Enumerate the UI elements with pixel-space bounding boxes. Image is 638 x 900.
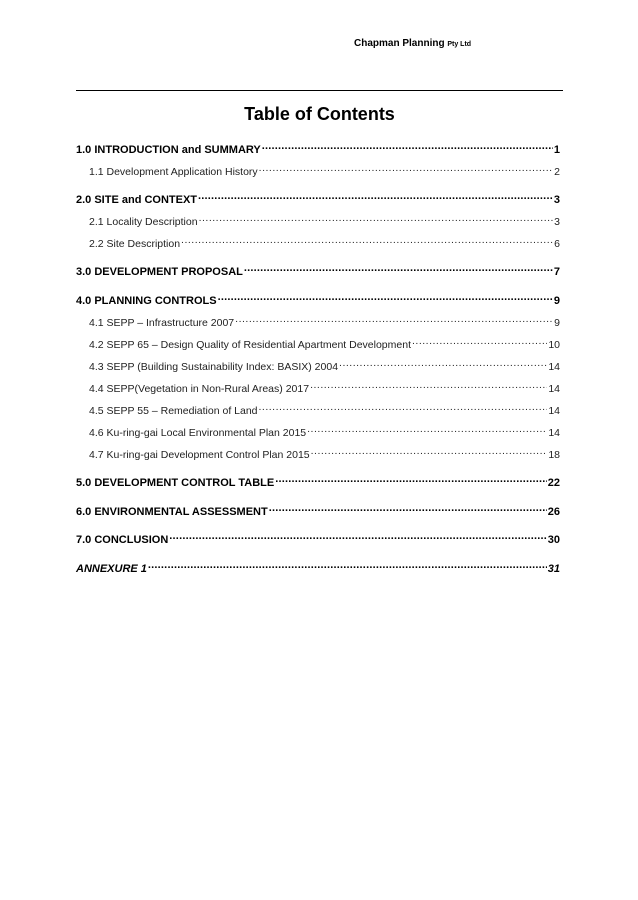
toc-entry-page: 18 <box>548 449 560 461</box>
toc-leader-dots <box>311 444 548 458</box>
company-suffix: Pty Ltd <box>447 41 472 48</box>
toc-entry-label: 4.4 SEPP(Vegetation in Non-Rural Areas) 2017 <box>89 383 310 395</box>
toc-entry-page: 30 <box>547 534 560 546</box>
toc-entry-page: 1 <box>553 144 560 156</box>
toc-entry-label: 6.0 ENVIRONMENTAL ASSESSMENT <box>76 506 268 518</box>
toc-leader-dots <box>169 529 546 543</box>
toc-leader-dots <box>259 400 548 414</box>
toc-entry-site-context[interactable] <box>76 189 560 206</box>
toc-entry-page: 3 <box>553 194 560 206</box>
toc-entry-page: 14 <box>548 427 560 439</box>
toc-entry-label: 4.3 SEPP (Building Sustainability Index: BASIX) 2004 <box>89 361 339 373</box>
toc-entry-page: 10 <box>548 339 560 351</box>
toc-leader-dots <box>235 312 553 326</box>
toc-entry-sepp-55[interactable] <box>76 400 560 417</box>
toc-entry-label: 4.7 Ku-ring-gai Development Control Plan 2015 <box>89 449 310 461</box>
toc-entry-label: 4.0 PLANNING CONTROLS <box>76 295 217 307</box>
toc-entry-locality-description[interactable] <box>76 211 560 228</box>
toc-leader-dots <box>199 211 554 225</box>
toc-entry-page: 14 <box>548 361 560 373</box>
toc-entry-introduction[interactable] <box>76 139 560 156</box>
toc-leader-dots <box>275 472 547 486</box>
toc-entry-label: 4.2 SEPP 65 – Design Quality of Residential Apartment Development <box>89 339 411 351</box>
toc-entry-page: 14 <box>548 405 560 417</box>
toc-entry-page: 7 <box>553 266 560 278</box>
company-header <box>354 38 471 49</box>
toc-entry-page: 9 <box>553 295 560 307</box>
toc-entry-sepp-vegetation[interactable] <box>76 378 560 395</box>
toc-leader-dots <box>198 189 553 203</box>
toc-leader-dots <box>181 233 553 247</box>
header-divider <box>76 90 563 91</box>
toc-entry-label: 2.0 SITE and CONTEXT <box>76 194 198 206</box>
toc-entry-page: 6 <box>554 238 560 250</box>
toc-leader-dots <box>259 161 553 175</box>
toc-entry-label: 1.1 Development Application History <box>89 166 258 178</box>
company-name: Chapman Planning <box>354 38 445 49</box>
toc-entry-environmental-assessment[interactable] <box>76 501 560 518</box>
toc-entry-development-proposal[interactable] <box>76 261 560 278</box>
toc-entry-application-history[interactable] <box>76 161 560 178</box>
toc-entry-planning-controls[interactable] <box>76 290 560 307</box>
toc-entry-development-control-table[interactable] <box>76 472 560 489</box>
toc-entry-dcp-2015[interactable] <box>76 444 560 461</box>
toc-entry-label: 4.6 Ku-ring-gai Local Environmental Plan 2015 <box>89 427 307 439</box>
toc-entry-page: 2 <box>554 166 560 178</box>
toc-leader-dots <box>269 501 547 515</box>
toc-leader-dots <box>339 356 547 370</box>
toc-entry-page: 31 <box>547 563 560 575</box>
toc-entry-page: 26 <box>547 506 560 518</box>
toc-entry-label: 2.2 Site Description <box>89 238 181 250</box>
toc-entry-page: 9 <box>554 317 560 329</box>
toc-entry-sepp-65[interactable] <box>76 334 560 351</box>
toc-entry-label: 3.0 DEVELOPMENT PROPOSAL <box>76 266 243 278</box>
toc-leader-dots <box>307 422 547 436</box>
toc-entry-label: 4.1 SEPP – Infrastructure 2007 <box>89 317 235 329</box>
toc-entry-page: 14 <box>548 383 560 395</box>
toc-entry-label: 7.0 CONCLUSION <box>76 534 169 546</box>
toc-leader-dots <box>244 261 553 275</box>
toc-title: Table of Contents <box>244 104 395 124</box>
toc-entry-conclusion[interactable] <box>76 529 560 546</box>
toc-entry-lep-2015[interactable] <box>76 422 560 439</box>
toc-entry-site-description[interactable] <box>76 233 560 250</box>
toc-entry-annexure-1[interactable] <box>76 558 560 575</box>
toc-entry-page: 22 <box>547 477 560 489</box>
toc-leader-dots <box>310 378 547 392</box>
toc-entry-sepp-basix[interactable] <box>76 356 560 373</box>
toc-entry-sepp-infrastructure[interactable] <box>76 312 560 329</box>
toc-leader-dots <box>148 558 547 572</box>
toc-leader-dots <box>218 290 553 304</box>
toc-entry-label: 5.0 DEVELOPMENT CONTROL TABLE <box>76 477 275 489</box>
toc-entry-label: 2.1 Locality Description <box>89 216 198 228</box>
toc-leader-dots <box>262 139 553 153</box>
toc-leader-dots <box>412 334 547 348</box>
toc-entry-label: 1.0 INTRODUCTION and SUMMARY <box>76 144 261 156</box>
toc-entry-page: 3 <box>554 216 560 228</box>
toc-entry-label: 4.5 SEPP 55 – Remediation of Land <box>89 405 258 417</box>
toc-entry-label: ANNEXURE 1 <box>76 563 147 575</box>
